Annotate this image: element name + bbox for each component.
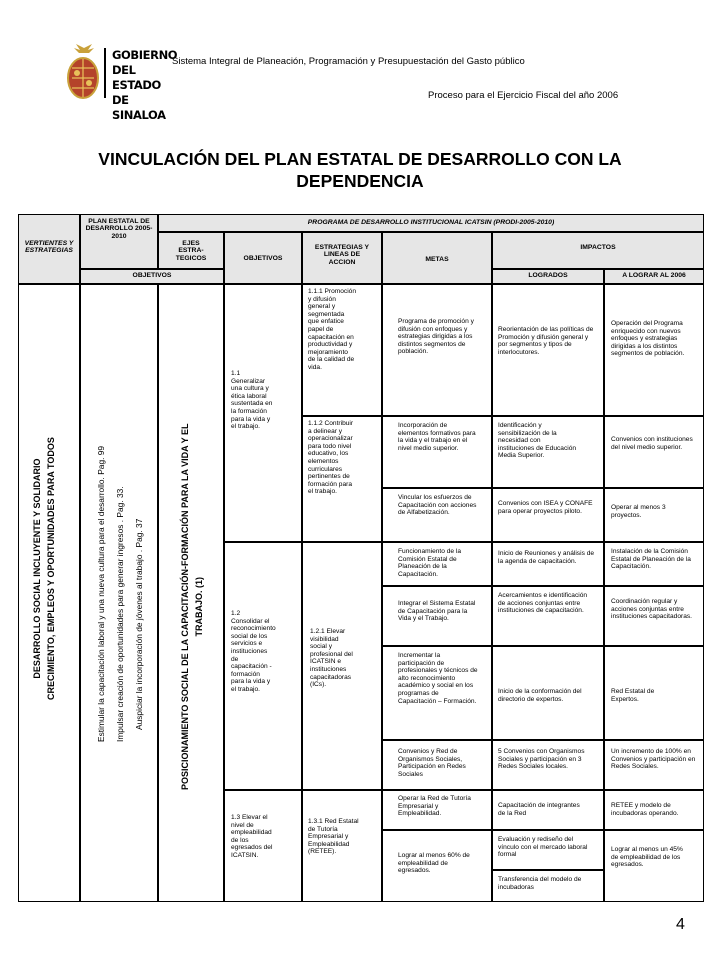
logrado-3: Convenios con ISEA y CONAFE para operar proyectos piloto. bbox=[498, 500, 593, 515]
page-title-line-2: DEPENDENCIA bbox=[296, 171, 424, 191]
logrado-5: Acercamientos e identificación de acciones conjuntas entre instituciones de capacitación. bbox=[498, 592, 588, 615]
header-a-lograr: A LOGRAR AL 2006 bbox=[622, 272, 686, 279]
header-plan-estatal: PLAN ESTATAL DE DESARROLLO 2005-2010 bbox=[85, 218, 153, 240]
meta-1: Programa de promoción y difusión con enfoques y estrategias dirigidas a los distintos segmentos de población. bbox=[398, 318, 474, 356]
meta-8: Operar la Red de Tutoría Empresarial y Empleabilidad. bbox=[398, 795, 471, 818]
a-lograr-9: Lograr al menos un 45% de empleabilidad de los egresados. bbox=[611, 846, 683, 869]
logrado-8: Capacitación de integrantes de la Red bbox=[498, 802, 580, 817]
header-logrados: LOGRADOS bbox=[528, 272, 568, 279]
plan-objetivo-3: Auspiciar la incorporación de jóvenes al trabajo . Pag. 37 bbox=[134, 518, 144, 730]
header-estrategias: ESTRATEGIAS Y LINEAS DE ACCION bbox=[314, 244, 370, 266]
objetivo-1-2: 1.2 Consolidar el reconocimiento social de los servicios e instituciones de capacitación -formación para la vida y el trabajo. bbox=[231, 610, 276, 693]
header-vertientes: VERTIENTES Y ESTRATEGIAS bbox=[24, 240, 74, 255]
meta-5: Integrar el Sistema Estatal de Capacitación para la Vida y el Trabajo. bbox=[398, 600, 476, 623]
a-lograr-5: Coordinación regular y acciones conjuntas entre instituciones capacitadoras. bbox=[611, 598, 693, 621]
meta-3: Vincular los esfuerzos de Capacitación con acciones de Alfabetización. bbox=[398, 494, 477, 517]
estrategia-1-3-1: 1.3.1 Red Estatal de Tutoría Empresarial y Empleabilidad (RETEE). bbox=[308, 818, 359, 856]
logo-line-1: GOBIERNO bbox=[112, 48, 178, 62]
logrado-10: Transferencia del modelo de incubadoras bbox=[498, 876, 582, 891]
header-metas: METAS bbox=[425, 256, 449, 263]
logrado-7: 5 Convenios con Organismos Sociales y participación en 3 Redes Sociales locales. bbox=[498, 748, 585, 771]
a-lograr-2: Convenios con instituciones del nivel medio superior. bbox=[611, 436, 693, 451]
logrado-4: Inicio de Reuniones y análisis de la agenda de capacitación. bbox=[498, 550, 595, 565]
a-lograr-7: Un incremento de 100% en Convenios y participación en Redes Sociales. bbox=[611, 748, 696, 771]
process-note: Proceso para el Ejercicio Fiscal del año 2006 bbox=[428, 90, 619, 101]
plan-objetivo-2: Impulsar creación de oportunidades para generar ingresos . Pag. 33. bbox=[115, 486, 125, 742]
vertiente-line-1: DESARROLLO SOCIAL INCLUYENTE Y SOLIDARIO bbox=[32, 458, 42, 679]
estrategia-1-2-1: 1.2.1 Elevar visibilidad social y profesional del ICATSIN e instituciones capacitadoras (ICs). bbox=[310, 628, 353, 689]
eje-estrategico bbox=[178, 423, 206, 790]
vertiente-text bbox=[30, 437, 58, 700]
meta-4: Funcionamiento de la Comisión Estatal de Planeación de la Capacitación. bbox=[398, 548, 462, 578]
objetivo-1-1: 1.1 Generalizar una cultura y ética laboral sustentada en la formación para la vida y el trabajo. bbox=[231, 370, 273, 431]
objetivo-1-3: 1.3 Elevar el nivel de empleabilidad de los egresados del ICATSIN. bbox=[231, 814, 273, 859]
header-ejes: EJES ESTRA-TEGICOS bbox=[175, 240, 207, 262]
header-impactos: IMPACTOS bbox=[580, 244, 616, 251]
logrado-6: Inicio de la conformación del directorio de expertos. bbox=[498, 688, 582, 703]
a-lograr-3: Operar al menos 3 proyectos. bbox=[611, 504, 666, 519]
logrado-2: Identificación y sensibilización de la necesidad con instituciones de Educación Media Superior. bbox=[498, 422, 577, 460]
estrategia-1-1-1: 1.1.1 Promoción y difusión general y segmentada que enfatice papel de capacitación en productividad y mejoramiento de la calidad de vida. bbox=[308, 288, 357, 371]
plan-objetivos bbox=[92, 446, 149, 742]
meta-7: Convenios y Red de Organismos Sociales, Participación en Redes Sociales bbox=[398, 748, 466, 778]
eje-line-2: TRABAJO. (1) bbox=[194, 576, 204, 637]
vertiente-line-2: CRECIMIENTO, EMPLEOS Y OPORTUNIDADES PARA TODOS bbox=[46, 437, 56, 700]
header-objetivos: OBJETIVOS bbox=[243, 255, 283, 262]
a-lograr-1: Operación del Programa enriquecido con nuevos enfoques y estrategias dirigidas a los distintos segmentos de población. bbox=[611, 320, 685, 358]
eje-line-1: POSICIONAMIENTO SOCIAL DE LA CAPACITACIÓN-FORMACIÓN PARA LA VIDA Y EL bbox=[180, 423, 190, 790]
system-name: Sistema Integral de Planeación, Programación y Presupuestación del Gasto público bbox=[172, 56, 525, 67]
meta-6: Incrementar la participación de profesionales y técnicos de alto reconocimiento académico y social en los programas de Capacitación – Formación. bbox=[398, 652, 478, 705]
page-number: 4 bbox=[676, 916, 685, 933]
a-lograr-6: Red Estatal de Expertos. bbox=[611, 688, 655, 703]
logrado-9: Evaluación y rediseño del vínculo con el mercado laboral formal bbox=[498, 836, 588, 859]
logrado-1: Reorientación de las políticas de Promoción y difusión general y por segmentos y tipos de interlocutores. bbox=[498, 326, 594, 356]
estrategia-1-1-2: 1.1.2 Contribuir a delinear y operacionalizar para todo nivel educativo, los elementos curriculares pertinentes de formación para el trabajo. bbox=[308, 420, 354, 496]
header-programa: PROGRAMA DE DESARROLLO INSTITUCIONAL ICATSIN (PRODI-2005-2010) bbox=[307, 219, 555, 226]
meta-9: Lograr al menos 60% de empleabilidad de egresados. bbox=[398, 852, 470, 875]
page-title-line-1: VINCULACIÓN DEL PLAN ESTATAL DE DESARROLLO CON LA bbox=[98, 149, 622, 169]
a-lograr-8: RETEE y modelo de incubadoras operando. bbox=[611, 802, 679, 817]
meta-2: Incorporación de elementos formativos para la vida y el trabajo en el nivel medio superior. bbox=[398, 422, 476, 452]
plan-objetivo-1: Estimular la capacitación laboral y una nueva cultura para el desarrollo. Pag. 99 bbox=[96, 445, 106, 742]
a-lograr-4: Instalación de la Comisión Estatal de Planeación de la Capacitación. bbox=[611, 548, 691, 571]
logo-line-2: DEL ESTADO bbox=[112, 63, 161, 92]
header-objetivos-plan: OBJETIVOS bbox=[132, 272, 172, 279]
logo-line-3: DE SINALOA bbox=[112, 93, 166, 122]
